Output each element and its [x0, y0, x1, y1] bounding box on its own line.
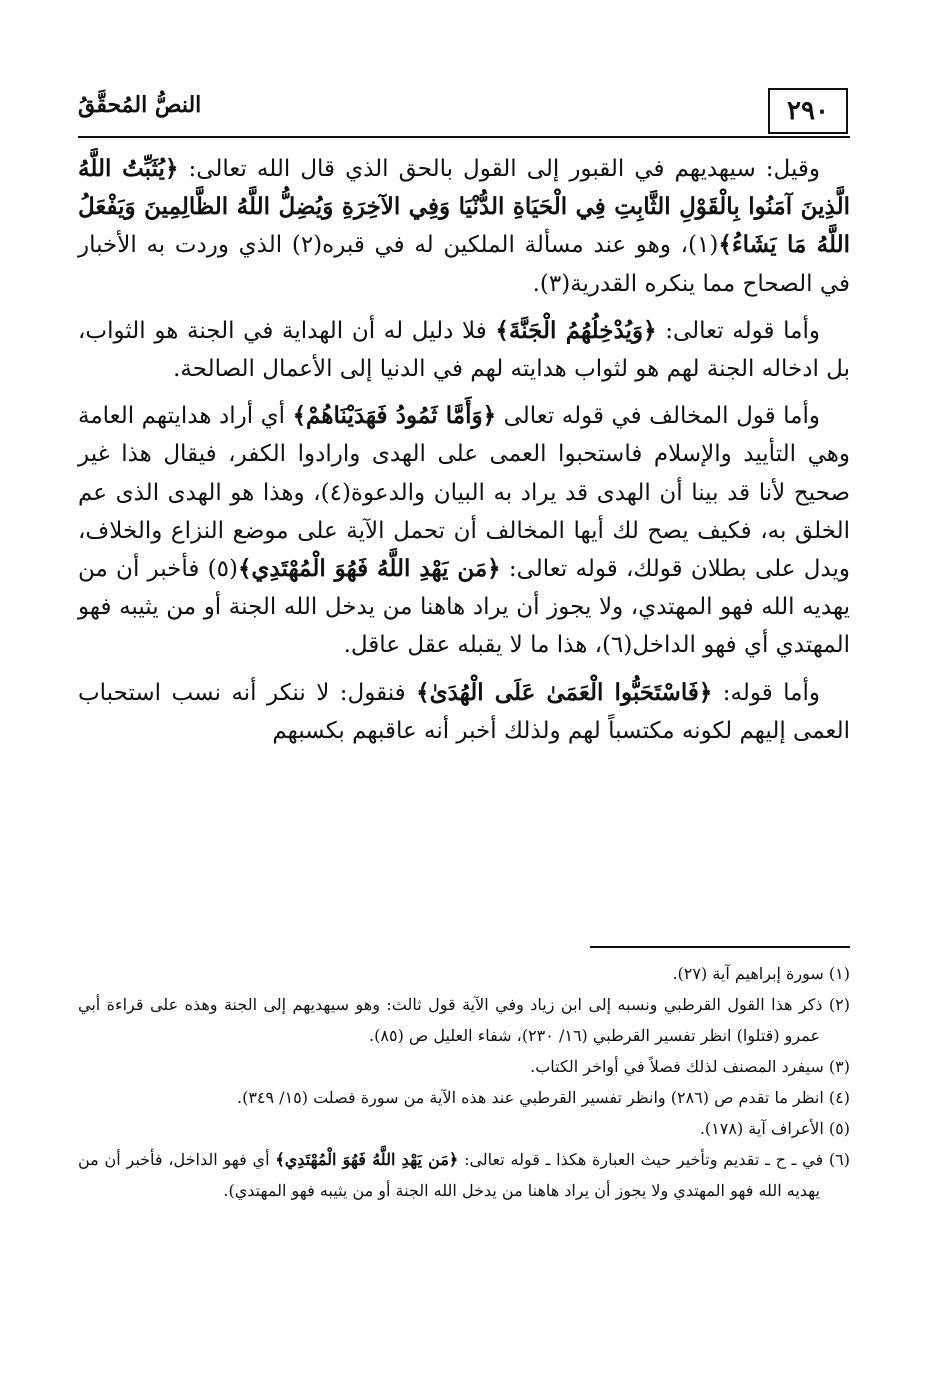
- footnote: [78, 1051, 850, 1082]
- running-title: النصُّ المُحقَّقُ: [78, 92, 202, 118]
- footnote: [78, 1113, 850, 1144]
- footnote: [78, 1144, 850, 1206]
- text-segment: وأما قول المخالف في قوله تعالى: [496, 403, 820, 430]
- text-segment: أي أراد هدايتهم العامة وهي التأييد والإسلام فاستحبوا العمى على الهدى وارادوا الكفر، فيقال هذا غير صحيح لأنا قد بينا أن الهدى قد يراد به البيان والدعوة(٤)، وهذا هو الهدى الذى عم الخلق به، فكيف يصح لك أيها المخالف أن تحمل الآية على موضع النزاع والخلاف، ويدل على بطلان قولك، قوله تعالى:: [78, 403, 851, 583]
- quran-verse: ﴿فَاسْتَحَبُّوا الْعَمَىٰ عَلَى الْهُدَىٰ﴾: [416, 678, 713, 706]
- footnote-text: (١) سورة إبراهيم آية (٢٧).: [672, 964, 850, 983]
- text-segment: وأما قوله:: [712, 679, 820, 706]
- footnote-separator: [590, 946, 850, 948]
- quran-verse: ﴿مَن يَهْدِ اللَّهُ فَهُوَ الْمُهْتَدِي﴾: [237, 555, 501, 583]
- page-header: [78, 88, 850, 140]
- quran-verse: ﴿مَن يَهْدِ اللَّهُ فَهُوَ الْمُهْتَدِي﴾: [275, 1150, 459, 1169]
- quran-verse: ﴿يُثَبِّتُ اللَّهُ الَّذِينَ آمَنُوا بِالْقَوْلِ الثَّابِتِ فِي الْحَيَاةِ الدُّنْيَا وَفِي الآخِرَةِ وَيُضِلُّ اللَّهُ الظَّالِمِينَ وَيَفْعَلُ اللَّهُ مَا يَشَاءُ﴾: [78, 155, 851, 259]
- quran-verse: ﴿وَأَمَّا ثَمُودُ فَهَدَيْنَاهُمْ﴾: [292, 402, 497, 430]
- footnote-text: (٣) سيفرد المصنف لذلك فصلاً في أواخر الكتاب.: [530, 1057, 850, 1076]
- quran-verse: ﴿وَيُدْخِلُهُمُ الْجَنَّةَ﴾: [495, 316, 657, 344]
- text-segment: (٥) فأخبر أن من يهديه الله فهو المهتدي، ولا يجوز أن يراد هاهنا من يدخل الله الجنة أو من يثيبه فهو المهتدي أي فهو الداخل(٦)، هذا ما لا يقبله عقل عاقل.: [78, 556, 850, 659]
- page-number: ٢٩٠: [768, 88, 848, 134]
- paragraph: [78, 397, 850, 664]
- text-segment: وقيل: سيهديهم في القبور إلى القول بالحق الذي قال الله تعالى:: [178, 156, 820, 182]
- footnote-text: (٥) الأعراف آية (١٧٨).: [699, 1119, 850, 1138]
- paragraph: [78, 150, 850, 303]
- footnote: [78, 958, 850, 989]
- footnote: [78, 989, 850, 1051]
- footnotes: [78, 958, 850, 1206]
- text-segment: فنقول: لا ننكر أنه نسب استحباب العمى إليهم لكونه مكتسباً لهم ولذلك أخبر أنه عاقبهم بكسبهم: [78, 679, 850, 744]
- main-text: [78, 150, 850, 759]
- header-rule: [78, 136, 850, 138]
- text-segment: (١)، وهو عند مسألة الملكين له في قبره(٢) الذي وردت به الأخبار في الصحاح مما ينكره القدرية(٣).: [78, 232, 850, 297]
- footnote-text: أي فهو الداخل، فأخبر أن من يهديه الله فهو المهتدي ولا يجوز أن يراد هاهنا من يدخل الله الجنة أو من يثيبه فهو المهتدي).: [78, 1150, 820, 1200]
- text-segment: وأما قوله تعالى:: [656, 317, 820, 344]
- footnote-text: (٤) انظر ما تقدم ص (٢٨٦) وانظر تفسير القرطبي عند هذه الآية من سورة فصلت (١٥/ ٣٤٩).: [236, 1088, 850, 1107]
- footnote-text: (٦) في ـ ح ـ تقديم وتأخير حيث العبارة هكذا ـ قوله تعالى:: [458, 1150, 851, 1169]
- text-segment: فلا دليل له أن الهداية في الجنة هو الثواب، بل ادخاله الجنة لهم هو لثواب هدايته لهم في الدنيا إلى الأعمال الصالحة.: [78, 317, 850, 383]
- paragraph: [78, 312, 850, 388]
- footnote-text: (٢) ذكر هذا القول القرطبي ونسبه إلى ابن زياد وفي الآية قول ثالث: وهو سيهديهم إلى الجنة وهذه على قراءة أبي عمرو (قتلوا) انظر تفسير القرطبي (١٦/ ٢٣٠)، شفاء العليل ص (٨٥).: [78, 995, 850, 1045]
- footnote: [78, 1082, 850, 1113]
- paragraph: [78, 674, 850, 750]
